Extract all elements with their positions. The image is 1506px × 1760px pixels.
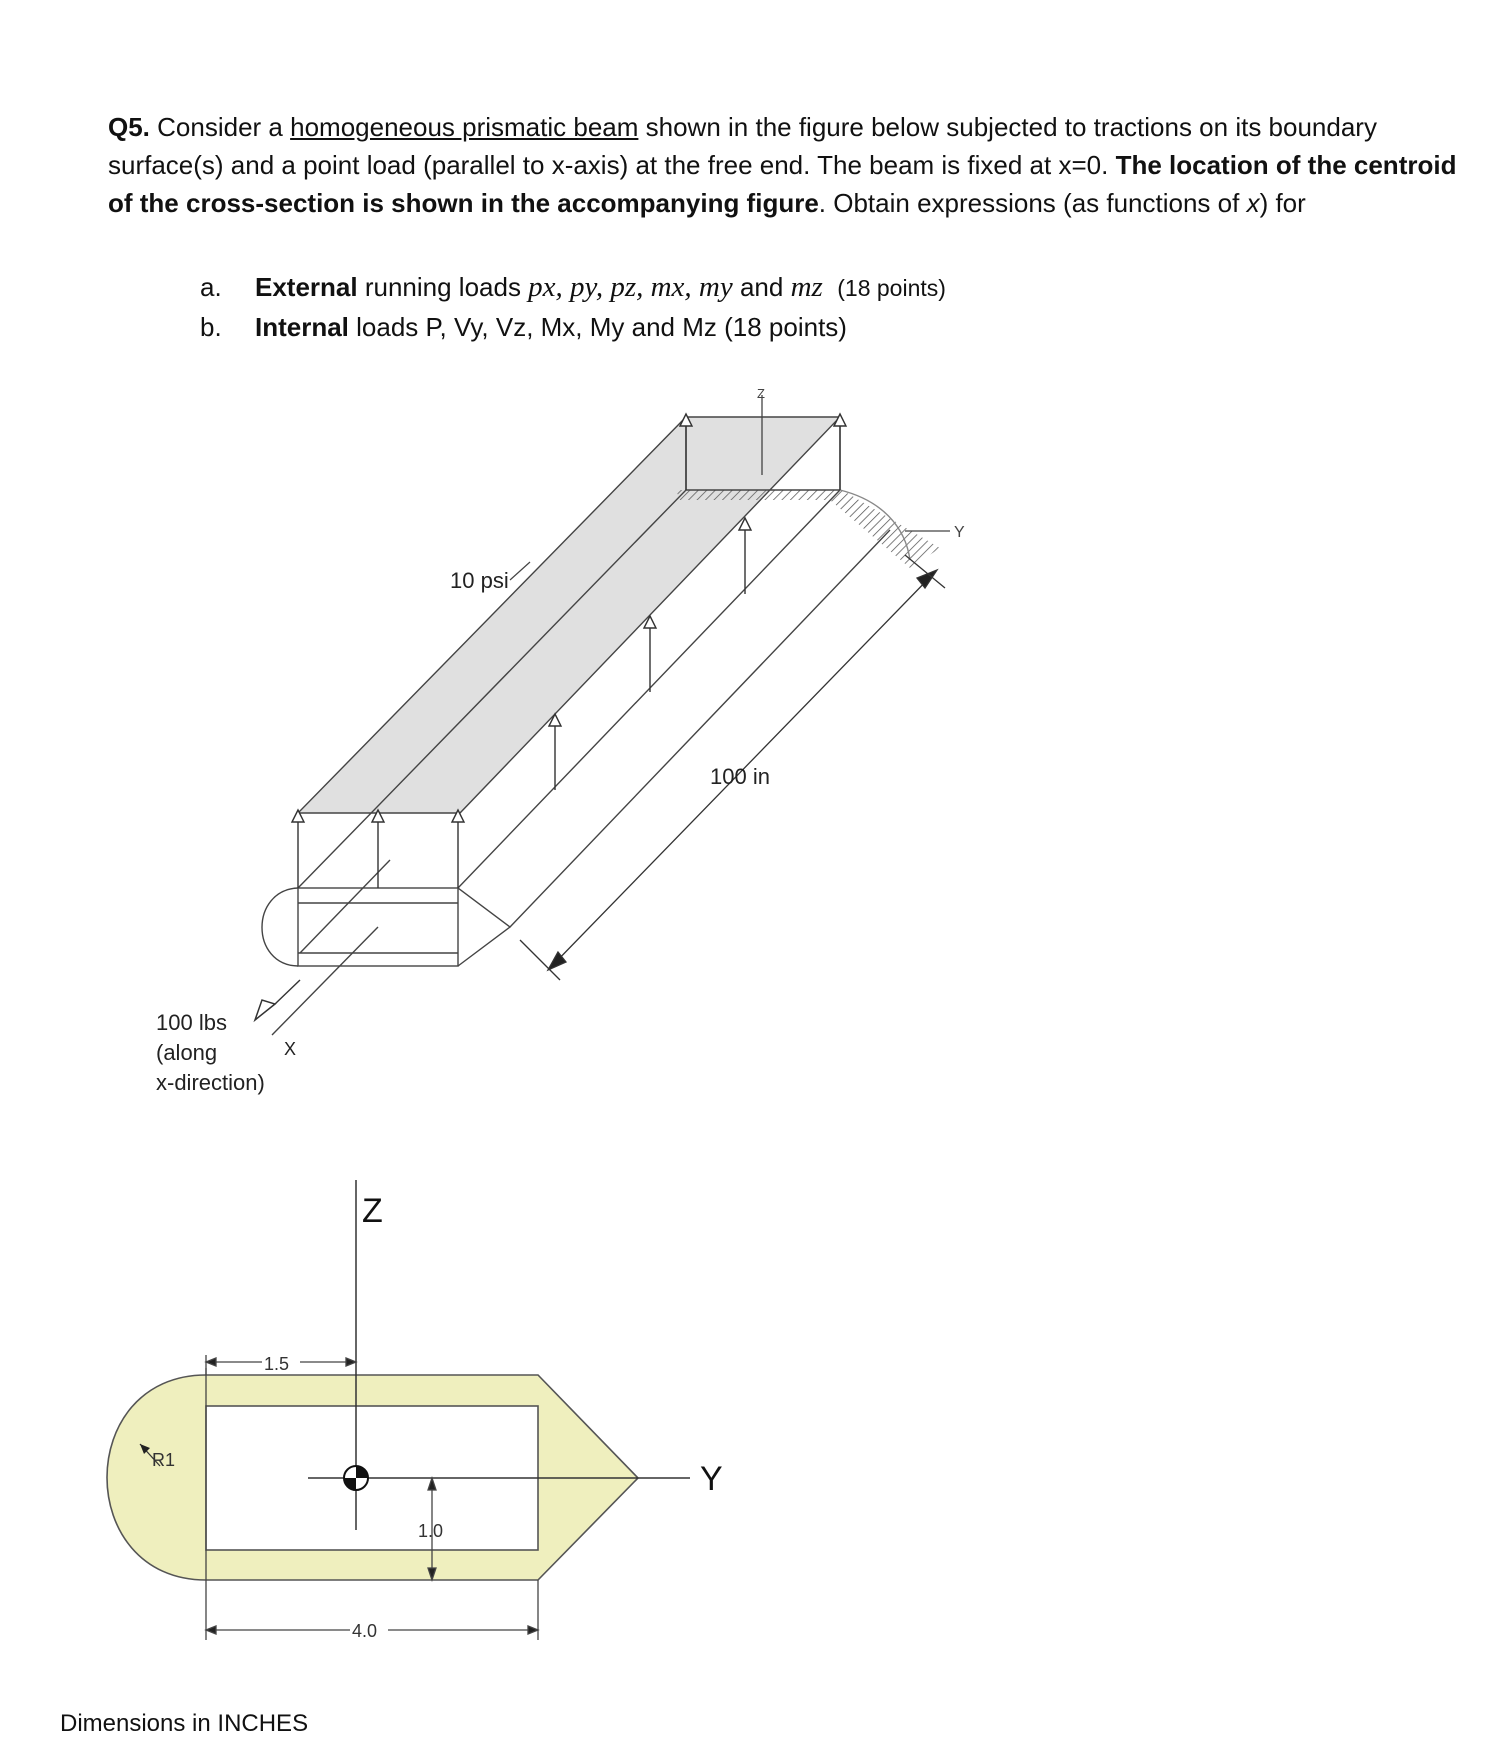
dim-1-0-label: 1.0 bbox=[418, 1521, 444, 1541]
pressure-label: 10 psi bbox=[450, 568, 509, 593]
external-load-symbols: px, py, pz, mx, my bbox=[528, 271, 733, 303]
section-y-label: Y bbox=[700, 1460, 723, 1498]
underlined-phrase: homogeneous prismatic beam bbox=[290, 112, 639, 142]
x-axis bbox=[272, 927, 378, 1035]
part-a-label: a. bbox=[200, 272, 222, 302]
part-a: a. External running loads px, py, pz, mx, my and mz (18 points) bbox=[200, 268, 946, 307]
question-number: Q5. bbox=[108, 112, 150, 142]
centroid-note: The location of the centroid of the cross-section is shown in the accompanying figure bbox=[108, 150, 1457, 218]
load-label-1: 100 lbs bbox=[156, 1010, 227, 1035]
question-text: Q5. Consider a homogeneous prismatic beam shown in the figure below subjected to tractions on its boundary surface(s) and a point load (parallel to x-axis) at the free end. The beam is fixed at x=0. The location of the centroid of the cross-section is shown in the accompanying figure. Obtain expressions (as functions of x) for bbox=[108, 112, 1457, 218]
length-label: 100 in bbox=[710, 764, 770, 789]
part-b: b. Internal loads P, Vy, Vz, Mx, My and Mz (18 points) bbox=[200, 308, 847, 346]
load-label-2: (along bbox=[156, 1040, 218, 1065]
front-rounded-edge bbox=[262, 888, 298, 966]
dim-4-0-label: 4.0 bbox=[352, 1621, 378, 1641]
front-pointed-edge bbox=[458, 888, 510, 966]
dim-r1-label: R1 bbox=[152, 1450, 176, 1470]
beam-3d bbox=[262, 417, 940, 966]
point-load-arrow bbox=[255, 1000, 275, 1020]
part-b-label: b. bbox=[200, 312, 222, 342]
load-label-3: x-direction) bbox=[156, 1070, 265, 1095]
dimensions-note: Dimensions in INCHES bbox=[60, 1710, 309, 1737]
y-label-small: Y bbox=[954, 524, 965, 541]
section-z-label: Z bbox=[362, 1192, 383, 1230]
dim-1-5-label: 1.5 bbox=[264, 1354, 290, 1374]
x-label: X bbox=[284, 1039, 297, 1059]
centroid-symbol bbox=[344, 1466, 368, 1490]
z-label-small: Z bbox=[757, 386, 765, 401]
